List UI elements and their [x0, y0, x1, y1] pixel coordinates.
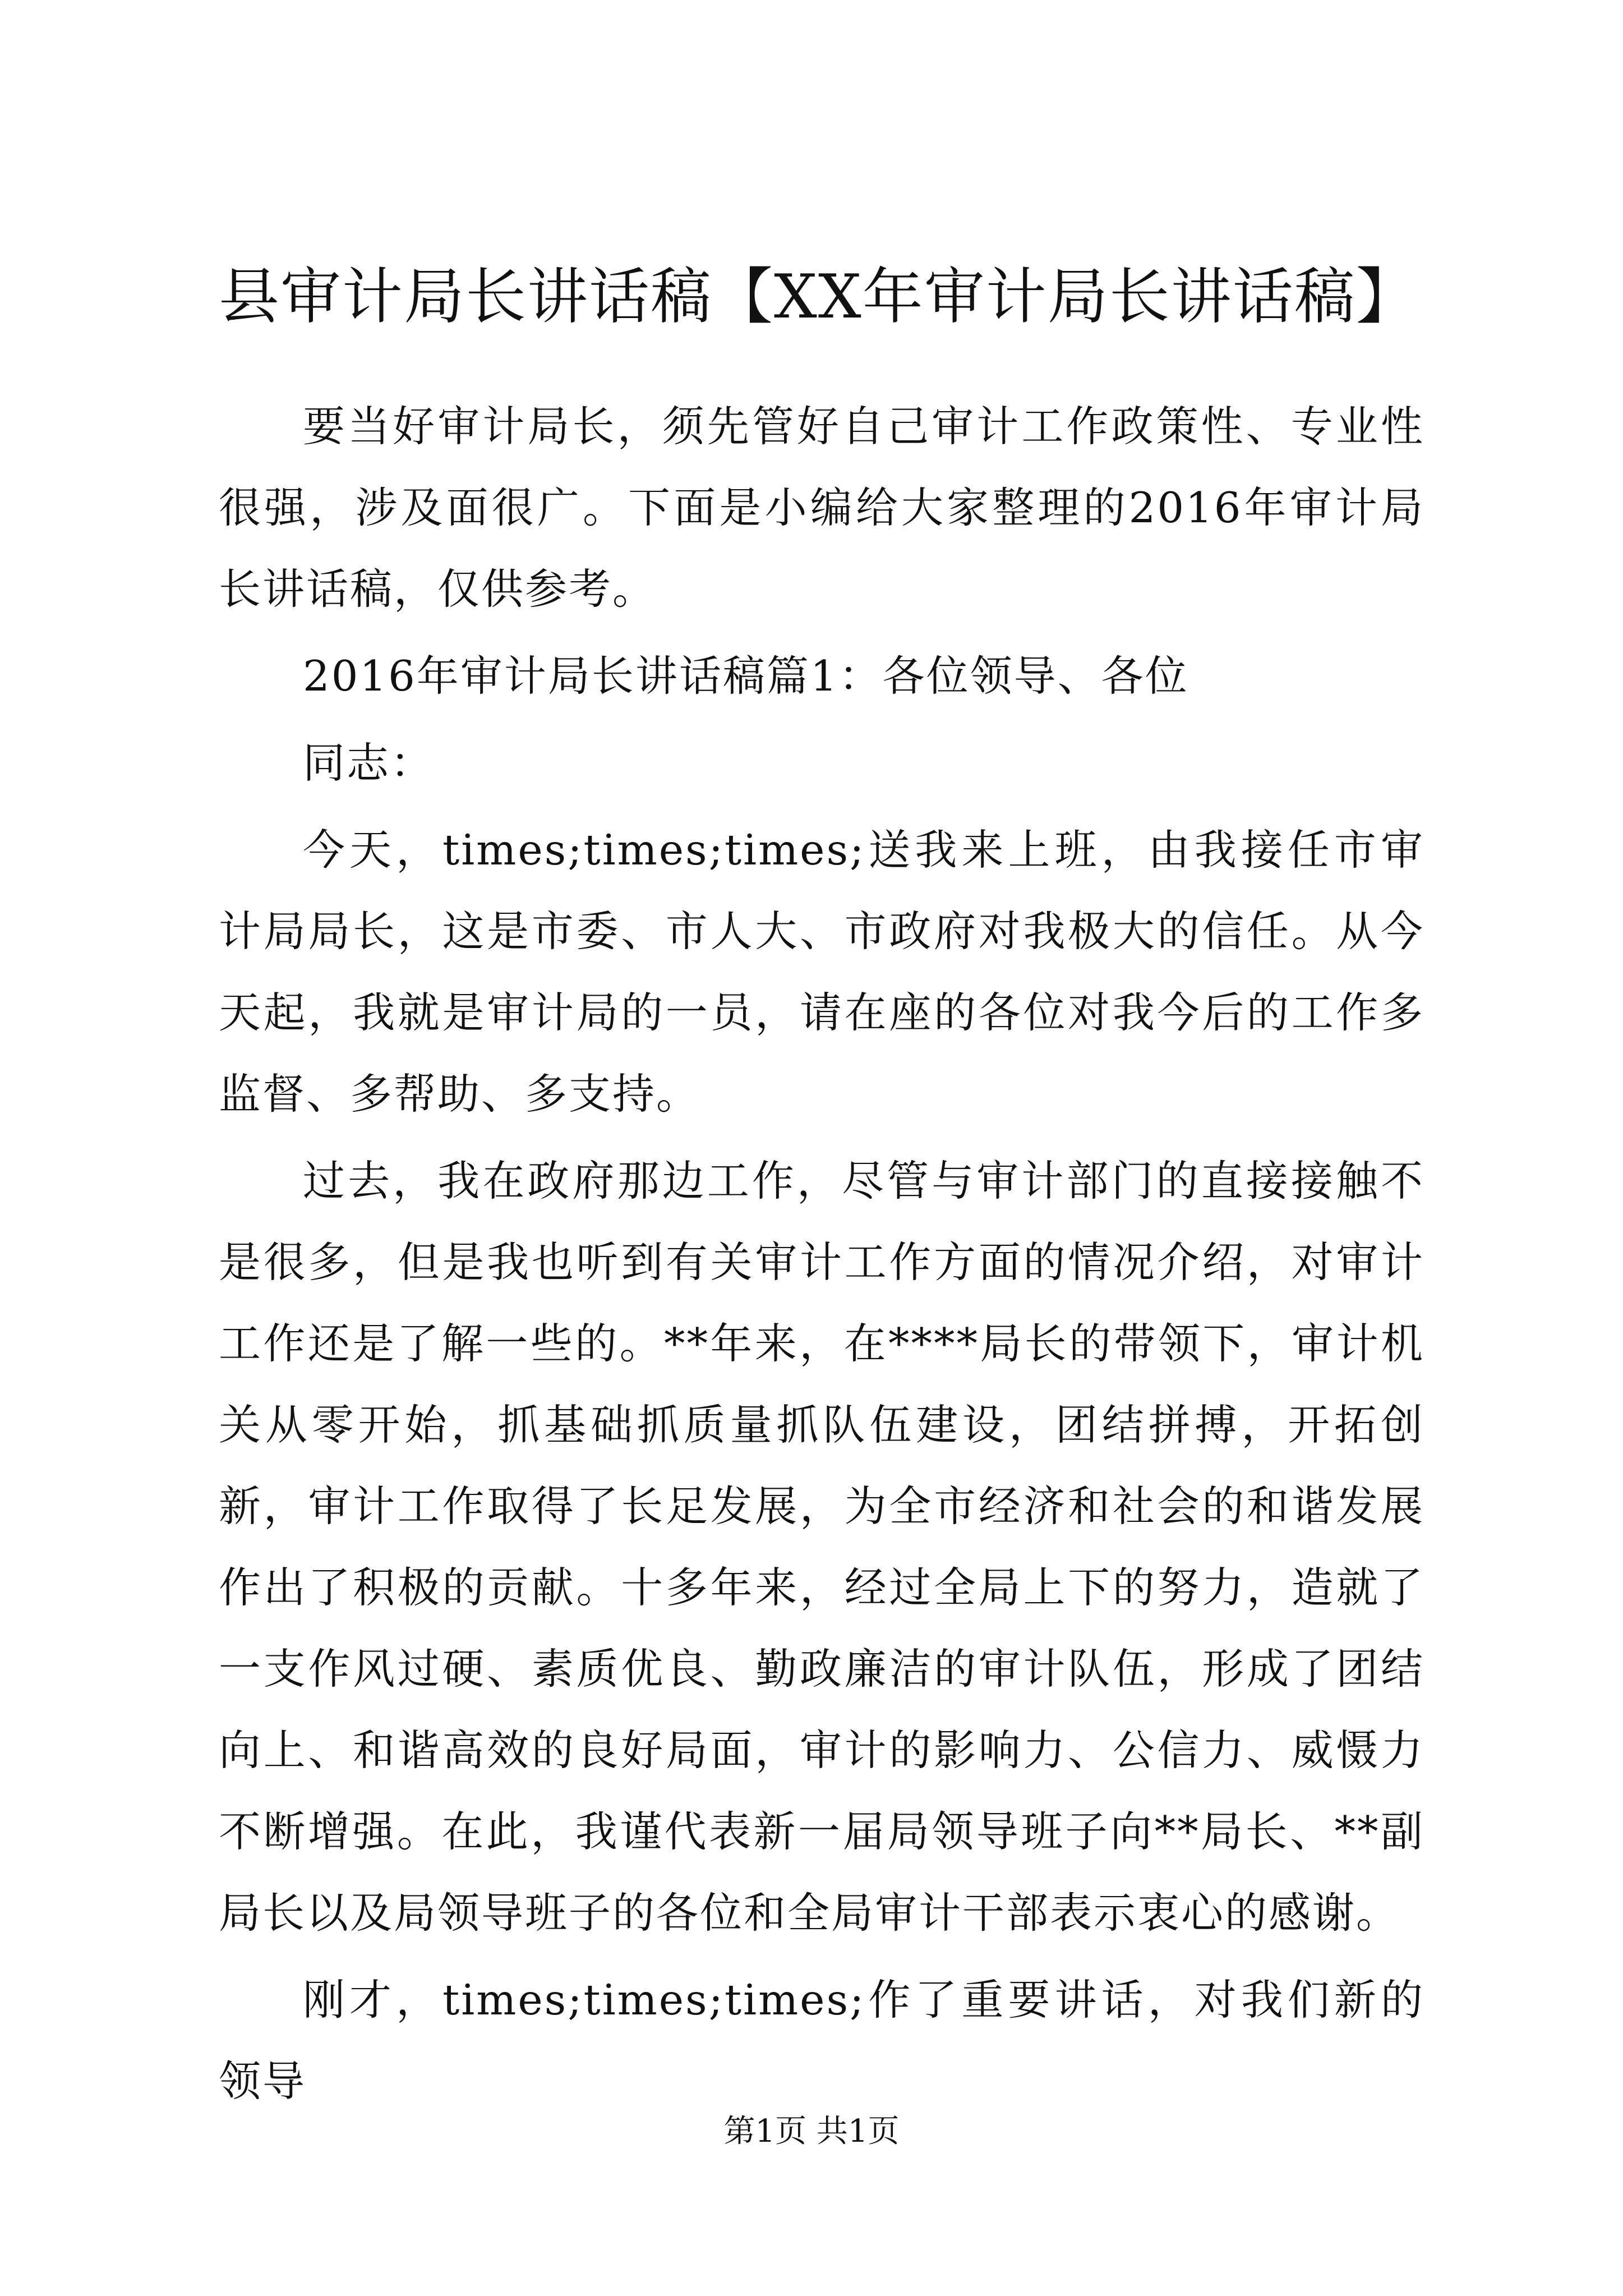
paragraph-salutation: 同志： [303, 738, 435, 788]
document-body [219, 386, 1424, 2122]
paragraph-intro: 要当好审计局长，须先管好自己审计工作政策性、专业性很强，涉及面很广。下面是小编给大家整理的2016年审计局长讲话稿，仅供参考。 [219, 402, 1424, 614]
paragraph-opening: 今天，times;times;times;送我来上班，由我接任市审计局局长，这是市委、市人大、市政府对我极大的信任。从今天起，我就是审计局的一员，请在座的各位对我今后的工作多监督、多帮助、多支持。 [219, 825, 1424, 1119]
document-title: 县审计局长讲话稿【XX年审计局长讲话稿】 [219, 262, 1418, 332]
paragraph-section-heading: 2016年审计局长讲话稿篇1：各位领导、各位 [303, 651, 1189, 701]
paragraph-continuation: 刚才，times;times;times;作了重要讲话，对我们新的领导 [219, 1975, 1424, 2106]
paragraph-review: 过去，我在政府那边工作，尽管与审计部门的直接接触不是很多，但是我也听到有关审计工作方面的情况介绍，对审计工作还是了解一些的。**年来，在****局长的带领下，审计机关从零开始，抓基础抓质量抓队伍建设，团结拼搏，开拓创新，审计工作取得了长足发展，为全市经济和社会的和谐发展作出了积极的贡献。十多年来，经过全局上下的努力，造就了一支作风过硬、素质优良、勤政廉洁的审计队伍，形成了团结向上、和谐高效的良好局面，审计的影响力、公信力、威慑力不断增强。在此，我谨代表新一届局领导班子向**局长、**副局长以及局领导班子的各位和全局审计干部表示衷心的感谢。 [219, 1156, 1424, 1938]
page-number-footer: 第1页 共1页 [723, 2113, 900, 2150]
